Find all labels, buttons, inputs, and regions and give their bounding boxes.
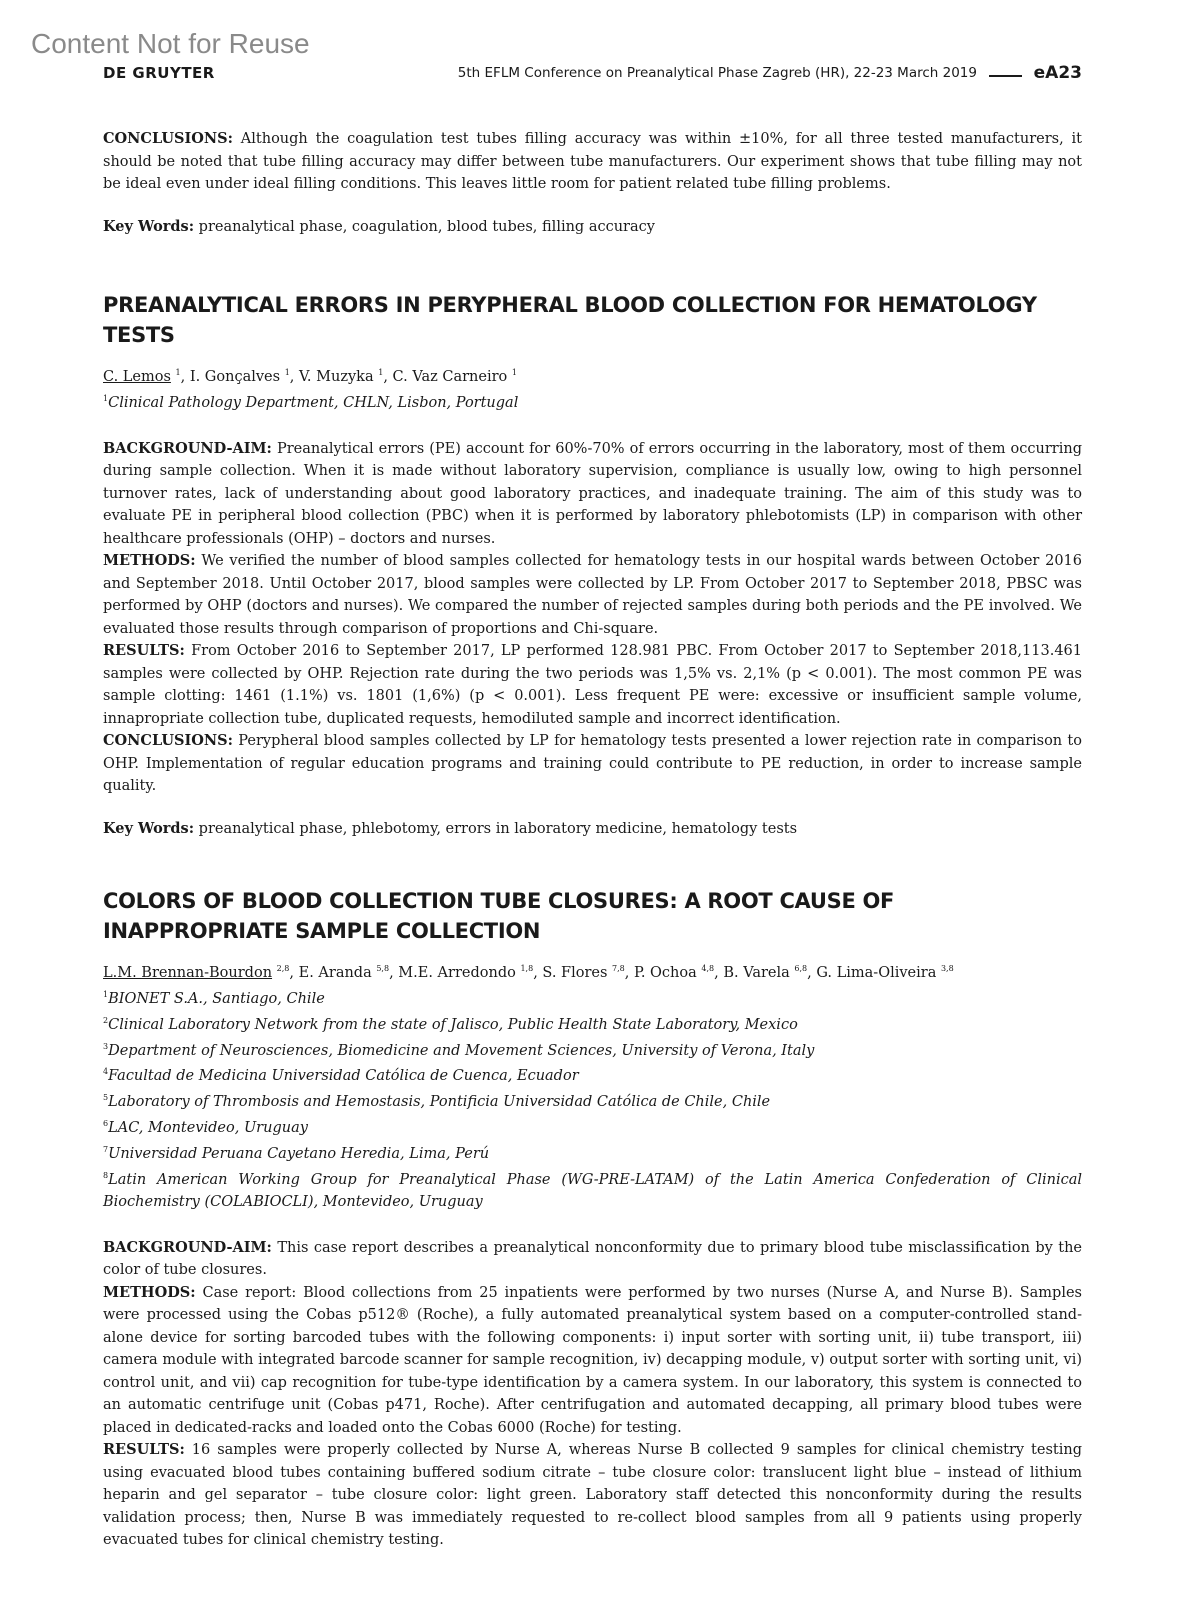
keywords-paragraph [103,818,1082,841]
affiliation-sup: 7 [103,1144,109,1154]
author-list: L.M. Brennan-Bourdon $^{2,8}$, E. Aranda $^{5,8}$, M.E. Arredondo $^{1,8}$, S. Flores $^{7,8}$, P. Ochoa $^{4,8}$, B. Varela $^{6,8}$, G. Lima-Oliveira $^{3,8}$ [103,964,954,981]
page-number: eA23 [1033,63,1082,83]
affiliation-sup: 1 [103,989,109,999]
author-sup: 2,8 [276,964,290,974]
author-name: E. Aranda [298,964,372,981]
affiliation [103,1061,1082,1087]
author-name: G. Lima-Oliveira [816,964,937,981]
author-name: M.E. Arredondo [398,964,516,981]
affiliation-sup: 8 [103,1170,109,1180]
affiliation-sup: 5 [103,1093,109,1103]
section-label: RESULTS: [103,642,185,660]
background-paragraph [103,1237,1082,1282]
conclusions-paragraph [103,128,1082,196]
affiliation-text: LAC, Montevideo, Uruguay [108,1119,308,1136]
author-sup: 1 [511,368,517,377]
header-rule [989,75,1022,77]
background-paragraph [103,438,1082,551]
affiliation [103,1165,1082,1213]
section-text: From October 2016 to September 2017, LP performed 128.981 PBC. From October 2017 to September 2018,113.461 samples were collected by OHP. Rejection rate during the two periods was 1,5% vs. 2,1% (p < 0.001). The most common PE was sample clotting: 1461 (1.1%) vs. 1801 (1,6%) (p < 0.001). Less frequent PE were: excessive or insufficient sample volume, innapropriate collection tube, duplicated requests, hemodiluted sample and incorrect identification. [103,643,1082,727]
affiliation-sup: 6 [103,1119,109,1129]
keywords-label: Key Words: [103,819,195,837]
author-name: L.M. Brennan-Bourdon [103,964,273,981]
affiliation-sup: 1 [103,393,109,403]
affiliation [103,1087,1082,1113]
affiliation-text: Universidad Peruana Cayetano Heredia, Lima, Perú [108,1145,490,1162]
affiliation-text: Latin American Working Group for Preanalytical Phase (WG-PRE-LATAM) of the Latin America Confederation of Clinical Biochemistry (COLABIOCLI), Montevideo, Uruguay [103,1171,1082,1210]
abstract-title: PREANALYTICAL ERRORS IN PERYPHERAL BLOOD COLLECTION FOR HEMATOLOGY TESTS [103,293,1037,347]
affiliation [103,1036,1082,1062]
abstract-tube-closure-colors [103,886,1082,1551]
affiliation-sup: 2 [103,1015,109,1025]
affiliation-sup: 3 [103,1041,109,1051]
section-text: Perypheral blood samples collected by LP for hematology tests presented a lower rejection rate in comparison to OHP. Implementation of regular education programs and training could contribute to PE reduction, in order to increase sample quality. [103,733,1082,795]
abstract-title: COLORS OF BLOOD COLLECTION TUBE CLOSURES: A ROOT CAUSE OF INAPPROPRIATE SAMPLE COLLECTION [103,889,895,944]
section-text: 16 samples were properly collected by Nurse A, whereas Nurse B collected 9 samples for clinical chemistry testing using evacuated blood tubes containing buffered sodium citrate – tube closure color: translucent light blue – instead of lithium heparin and gel separator – tube closure color: light green. Laboratory staff detected this nonconformity during the results validation process; then, Nurse B was immediately requested to re-collect blood samples from all 9 patients using properly evacuated tubes for clinical chemistry testing. [103,1442,1082,1549]
publisher-name: DE GRUYTER [103,64,215,82]
section-text: Although the coagulation test tubes filling accuracy was within ±10%, for all three tested manufacturers, it should be noted that tube filling accuracy may differ between tube manufacturers. Our experiment shows that tube filling may not be ideal even under ideal filling conditions. This leaves little room for patient related tube filling problems. [103,131,1082,192]
affiliation-text: Facultad de Medicina Universidad Católica de Cuenca, Ecuador [108,1068,579,1085]
affiliation [103,1113,1082,1139]
conclusions-paragraph [103,730,1082,798]
section-label: METHODS: [103,552,196,570]
author-sup: 1 [175,368,181,377]
author-name: B. Varela [723,964,790,981]
abstract-hematology-errors [103,290,1082,840]
affiliation [103,388,1082,414]
author-name: C. Vaz Carneiro [392,368,508,385]
conference-title: 5th EFLM Conference on Preanalytical Phase Zagreb (HR), 22-23 March 2019 [457,65,977,81]
author-name: S. Flores [542,964,608,981]
author-list: C. Lemos $^1$, I. Gonçalves $^1$, V. Muzyka $^1$, C. Vaz Carneiro $^1$ [103,368,517,385]
author-sup: 1 [378,368,384,377]
section-label: BACKGROUND-AIM: [103,439,272,457]
page-header [103,64,1082,86]
methods-paragraph [103,1282,1082,1440]
affiliation-text: Laboratory of Thrombosis and Hemostasis, Pontificia Universidad Católica de Chile, Chile [108,1094,771,1111]
section-label: RESULTS: [103,1441,185,1459]
page-content [103,128,1082,1552]
section-text: We verified the number of blood samples collected for hematology tests in our hospital wards between October 2016 and September 2018. Until October 2017, blood samples were collected by LP. From October 2017 to September 2018, PBSC was performed by OHP (doctors and nurses). We compared the number of rejected samples during both periods and the PE involved. We evaluated those results through comparison of proportions and Chi-square. [103,553,1082,637]
affiliation-text: Clinical Pathology Department, CHLN, Lisbon, Portugal [108,394,519,411]
author-sup: 1,8 [520,964,534,974]
methods-paragraph [103,550,1082,640]
section-label: CONCLUSIONS: [103,130,233,147]
author-sup: 4,8 [701,964,715,974]
results-paragraph [103,1439,1082,1552]
author-sup: 5,8 [376,964,390,974]
author-sup: 3,8 [940,964,954,974]
author-name: P. Ochoa [634,964,697,981]
affiliation [103,1010,1082,1036]
affiliation-sup: 4 [103,1067,109,1077]
section-label: CONCLUSIONS: [103,732,233,750]
section-label: METHODS: [103,1283,196,1301]
keywords-label: Key Words: [103,217,195,235]
previous-abstract-tail [103,128,1082,238]
author-name: I. Gonçalves [189,368,281,385]
section-text: This case report describes a preanalytical nonconformity due to primary blood tube misclassification by the color of tube closures. [103,1239,1082,1279]
watermark: Content Not for Reuse [31,28,310,59]
affiliation [103,984,1082,1010]
results-paragraph [103,640,1082,730]
author-name: C. Lemos [103,368,171,385]
affiliation-text: Department of Neurosciences, Biomedicine and Movement Sciences, University of Verona, Italy [108,1042,815,1059]
affiliation-text: BIONET S.A., Santiago, Chile [108,990,325,1007]
affiliation [103,1139,1082,1165]
keywords-text: preanalytical phase, coagulation, blood tubes, filling accuracy [194,218,655,235]
author-name: V. Muzyka [299,368,374,385]
section-text: Case report: Blood collections from 25 inpatients were performed by two nurses (Nurse A, and Nurse B). Samples were processed using the Cobas p512® (Roche), a fully automated preanalytical system based on a computer-controlled stand-alone device for sorting barcoded tubes with the following components: i) input sorter with sorting unit, ii) tube transport, iii) camera module with integrated barcode scanner for sample recognition, iv) decapping module, v) output sorter with sorting unit, vi) control unit, and vii) cap recognition for tube-type identification by a camera system. In our laboratory, this system is connected to an automatic centrifuge unit (Cobas p471, Roche). After centrifugation and automated decapping, all primary blood tubes were placed in dedicated-racks and loaded onto the Cobas 6000 (Roche) for testing. [103,1284,1082,1436]
keywords-text: preanalytical phase, phlebotomy, errors in laboratory medicine, hematology tests [194,820,798,837]
keywords-paragraph [103,216,1082,239]
author-sup: 6,8 [794,964,808,974]
author-sup: 7,8 [612,964,625,974]
section-label: BACKGROUND-AIM: [103,1238,272,1256]
affiliation-text: Clinical Laboratory Network from the state of Jalisco, Public Health State Laboratory, Mexico [108,1016,798,1033]
author-sup: 1 [284,368,290,377]
section-text: Preanalytical errors (PE) account for 60%-70% of errors occurring in the laboratory, most of them occurring during sample collection. When it is made without laboratory supervision, compliance is usually low, owing to high personnel turnover rates, lack of understanding about good laboratory practices, and inadequate training. The aim of this study was to evaluate PE in peripheral blood collection (PBC) when it is performed by laboratory phlebotomists (LP) in comparison with other healthcare professionals (OHP) – doctors and nurses. [103,440,1082,547]
